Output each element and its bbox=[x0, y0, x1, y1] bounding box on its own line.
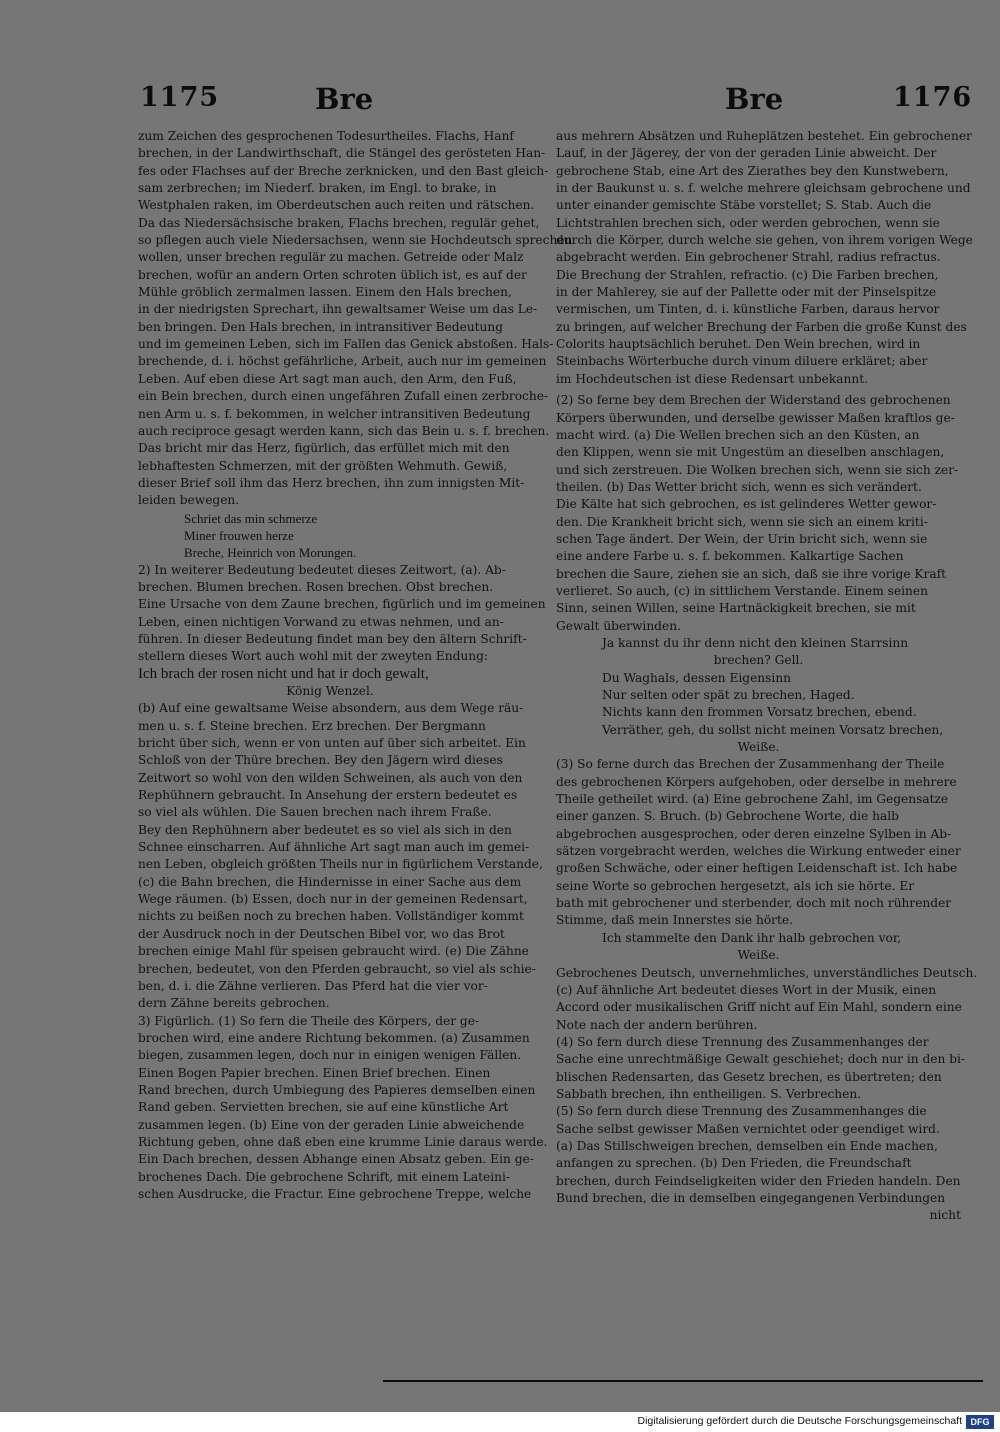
text-line: anfangen zu sprechen. (b) Den Frieden, die Freundschaft bbox=[556, 1156, 912, 1171]
text-line: dern Zähne bereits gebrochen. bbox=[138, 996, 330, 1011]
text-line: Accord oder musikalischen Griff nicht auf Ein Mahl, sondern eine bbox=[556, 1000, 962, 1015]
text-line: nen Leben, obgleich größten Theils nur in figürlichem Verstande, bbox=[138, 857, 543, 872]
text-line: seine Worte so gebrochen hergesetzt, als ich sie hörte. Er bbox=[556, 878, 915, 893]
text-line: auch reciproce gesagt werden kann, sich das Bein u. s. f. brechen. bbox=[138, 423, 550, 438]
text-line: blischen Redensarten, das Gesetz brechen, es übertreten; den bbox=[556, 1069, 942, 1084]
text-line: des gebrochenen Körpers aufgehoben, oder derselbe in mehrere bbox=[556, 774, 957, 789]
quote-line: Weiße. bbox=[737, 948, 780, 963]
text-line: einer ganzen. S. Bruch. (b) Gebrochene Worte, die halb bbox=[556, 809, 899, 824]
text-line: abgebrochen ausgesprochen, oder deren einzelne Sylben in Ab- bbox=[556, 826, 952, 841]
quote-line: Verräther, geh, du sollst nicht meinen Vorsatz brechen, bbox=[602, 722, 944, 737]
right-text-column bbox=[556, 128, 978, 1225]
text-line: vermischen, um Tinten, d. i. künstliche Farben, daraus hervor bbox=[556, 302, 940, 317]
text-line: den. Die Krankheit bricht sich, wenn sie sich an einem kriti- bbox=[556, 514, 928, 529]
text-line: Schnee einscharren. Auf ähnliche Art sagt man auch im gemei- bbox=[138, 840, 530, 855]
text-line: (c) Auf ähnliche Art bedeutet dieses Wort in der Musik, einen bbox=[556, 982, 937, 997]
quote-line: Weiße. bbox=[737, 740, 780, 755]
text-line: in der Baukunst u. s. f. welche mehrere gleichsam gebrochene und bbox=[556, 181, 971, 196]
text-line: in der Mahlerey, sie auf der Pallette oder mit der Pinselspitze bbox=[556, 285, 937, 300]
text-line: wollen, unser brechen regulär zu machen. Getreide oder Malz bbox=[138, 250, 524, 265]
text-line: brechen die Saure, ziehen sie an sich, daß sie ihre vorige Kraft bbox=[556, 566, 947, 581]
text-line: men u. s. f. Steine brechen. Erz brechen. Der Bergmann bbox=[138, 718, 486, 733]
text-line: theilen. (b) Das Wetter bricht sich, wenn es sich verändert. bbox=[556, 479, 922, 494]
text-line: Sinn, seinen Willen, seine Hartnäckigkeit brechen, sie mit bbox=[556, 601, 916, 616]
text-line: Da das Niedersächsische braken, Flachs brechen, regulär gehet, bbox=[138, 215, 540, 230]
text-line: Einen Bogen Papier brechen. Einen Brief brechen. Einen bbox=[138, 1065, 491, 1080]
quote-line: König Wenzel. bbox=[286, 684, 374, 698]
text-line: brechen, bedeutet, von den Pferden gebraucht, so viel als schie- bbox=[138, 961, 536, 976]
text-line: fes oder Flachses auf der Breche zerknicken, und den Bast gleich- bbox=[138, 163, 549, 178]
text-line: den Klippen, wenn sie mit Ungestüm an dieselben anschlagen, bbox=[556, 445, 945, 460]
text-line: Steinbachs Wörterbuche durch vinum diluere erkläret; aber bbox=[556, 354, 928, 369]
text-line: in der niedrigsten Sprechart, ihn gewaltsamer Weise um das Le- bbox=[138, 302, 538, 317]
footer-bar bbox=[0, 1412, 1000, 1432]
page-number-right: 1176 bbox=[893, 82, 973, 113]
text-line: Note nach der andern berühren. bbox=[556, 1017, 758, 1032]
dfg-logo: DFG bbox=[966, 1415, 994, 1429]
text-line: dieser Brief soll ihm das Herz brechen, ihn zum innigsten Mit- bbox=[138, 475, 525, 490]
text-line: bath mit gebrochener und sterbender, doch mit noch rührender bbox=[556, 896, 952, 911]
text-line: im Hochdeutschen ist diese Redensart unbekannt. bbox=[556, 371, 868, 386]
text-line: bricht über sich, wenn er von unten auf über sich arbeitet. Ein bbox=[138, 736, 526, 751]
text-line: Schloß von der Thüre brechen. Bey den Jägern wird dieses bbox=[138, 753, 503, 768]
bottom-rule bbox=[383, 1380, 983, 1382]
text-line: Sabbath brechen, ihn entheiligen. S. Verbrechen. bbox=[556, 1086, 862, 1101]
text-line: lebhaftesten Schmerzen, mit der größten Wehmuth. Gewiß, bbox=[138, 458, 508, 473]
text-line: aus mehrern Absätzen und Ruheplätzen bestehet. Ein gebrochener bbox=[556, 129, 972, 143]
text-line: Sache eine unrechtmäßige Gewalt geschiehet; doch nur in den bi- bbox=[556, 1052, 966, 1067]
text-line: nicht bbox=[929, 1208, 961, 1223]
text-line: so viel als wühlen. Die Sauen brechen nach ihrem Fraße. bbox=[138, 805, 492, 820]
text-line: Mühle gröblich zermalmen lassen. Einem den Hals brechen, bbox=[138, 285, 512, 300]
text-line: ben bringen. Den Hals brechen, in intransitiver Bedeutung bbox=[138, 319, 504, 334]
text-line: Leben. Auf eben diese Art sagt man auch, den Arm, den Fuß, bbox=[138, 371, 517, 386]
quote-line: brechen? Gell. bbox=[713, 653, 804, 668]
text-line: und sich zerstreuen. Die Wolken brechen sich, wenn sie sich zer- bbox=[556, 462, 959, 477]
quote-line: Ja kannst du ihr denn nicht den kleinen Starrsinn bbox=[602, 635, 909, 650]
text-line: Rand brechen, durch Umbiegung des Papieres demselben einen bbox=[138, 1082, 536, 1097]
text-line: (a) Das Stillschweigen brechen, demselben ein Ende machen, bbox=[556, 1138, 938, 1153]
text-line: stellern dieses Wort auch wohl mit der zweyten Endung: bbox=[138, 649, 488, 664]
text-line: (2) So ferne bey dem Brechen der Widerstand des gebrochenen bbox=[556, 393, 951, 408]
text-line: abgebracht werden. Ein gebrochener Strahl, radius refractus. bbox=[556, 250, 941, 265]
quote-line: Ich brach der rosen nicht und hat ir doch gewalt, bbox=[138, 665, 429, 682]
text-line: Sache selbst gewisser Maßen vernichtet oder geendiget wird. bbox=[556, 1121, 940, 1136]
quote-line: Miner frouwen herze bbox=[184, 527, 294, 543]
text-line: macht wird. (a) Die Wellen brechen sich an den Küsten, an bbox=[556, 427, 920, 442]
left-text-column bbox=[138, 128, 573, 1203]
text-line: ben, d. i. die Zähne verlieren. Das Pferd hat die vier vor- bbox=[138, 978, 488, 993]
text-line: 2) In weiterer Bedeutung bedeutet dieses Zeitwort, (a). Ab- bbox=[138, 562, 506, 577]
text-line: Leben, einen nichtigen Vorwand zu etwas nehmen, und an- bbox=[138, 614, 504, 629]
quote-line: Ich stammelte den Dank ihr halb gebrochen vor, bbox=[602, 930, 902, 945]
text-line: Colorits hauptsächlich beruhet. Den Wein brechen, wird in bbox=[556, 337, 921, 352]
quote-line: Du Waghals, dessen Eigensinn bbox=[602, 670, 792, 685]
text-line: biegen, zusammen legen, doch nur in einigen wenigen Fällen. bbox=[138, 1048, 522, 1063]
text-line: brechen, durch Feindseligkeiten wider den Frieden handeln. Den bbox=[556, 1173, 961, 1188]
text-line: (5) So fern durch diese Trennung des Zusammenhanges die bbox=[556, 1104, 927, 1119]
text-line: schen Tage ändert. Der Wein, der Urin bricht sich, wenn sie bbox=[556, 531, 928, 546]
text-line: der Ausdruck noch in der Deutschen Bibel vor, wo das Brot bbox=[138, 926, 505, 941]
text-line: Gebrochenes Deutsch, unvernehmliches, unverständliches Deutsch. bbox=[556, 965, 978, 980]
text-line: zusammen legen. (b) Eine von der geraden Linie abweichende bbox=[138, 1117, 525, 1132]
text-line: Die Brechung der Strahlen, refractio. (c) Die Farben brechen, bbox=[556, 267, 939, 282]
text-line: sätzen vorgebracht werden, welches die Wirkung entweder einer bbox=[556, 844, 961, 859]
text-line: (4) So fern durch diese Trennung des Zusammenhanges der bbox=[556, 1034, 929, 1049]
quote-line: Nichts kann den frommen Vorsatz brechen, ebend. bbox=[602, 705, 917, 720]
text-line: Ein Dach brechen, dessen Abhange einen Absatz geben. Ein ge- bbox=[138, 1152, 534, 1167]
text-line: ein Bein brechen, durch einen ungefähren Zufall einen zerbroche- bbox=[138, 389, 549, 404]
page-number-left: 1175 bbox=[140, 82, 220, 113]
text-line: Richtung geben, ohne daß eben eine krumme Linie daraus werde. bbox=[138, 1134, 548, 1149]
text-line: brechen, in der Landwirthschaft, die Stängel des gerösteten Han- bbox=[138, 146, 546, 161]
text-line: (3) So ferne durch das Brechen der Zusammenhang der Theile bbox=[556, 757, 945, 772]
text-line: sam zerbrechen; im Niederf. braken, im Engl. to brake, in bbox=[138, 181, 497, 196]
text-line: Bey den Rephühnern aber bedeutet es so viel als sich in den bbox=[138, 822, 512, 837]
text-line: nichts zu beißen noch zu brechen haben. Vollständiger kommt bbox=[138, 909, 524, 924]
text-line: führen. In dieser Bedeutung findet man bey den ältern Schrift- bbox=[138, 631, 527, 646]
text-line: und im gemeinen Leben, sich im Fallen das Genick abstoßen. Hals- bbox=[138, 337, 554, 352]
text-line: Wege räumen. (b) Essen, doch nur in der gemeinen Redensart, bbox=[138, 892, 528, 907]
text-line: schen Ausdrucke, die Fractur. Eine gebrochene Treppe, welche bbox=[138, 1186, 532, 1201]
text-line: Rephühnern gebraucht. In Ansehung der erstern bedeutet es bbox=[138, 788, 518, 803]
text-line: durch die Körper, durch welche sie gehen, von ihrem vorigen Wege bbox=[556, 233, 973, 248]
running-head-right: Bre bbox=[725, 82, 784, 116]
text-line: nen Arm u. s. f. bekommen, in welcher intransitiven Bedeutung bbox=[138, 406, 531, 421]
text-line: 3) Figürlich. (1) So fern die Theile des Körpers, der ge- bbox=[138, 1013, 480, 1028]
text-line: brechen. Blumen brechen. Rosen brechen. Obst brechen. bbox=[138, 579, 494, 594]
text-line: eine andere Farbe u. s. f. bekommen. Kalkartige Sachen bbox=[556, 549, 904, 564]
text-line: unter einander gemischte Stäbe vorstellet; S. Stab. Auch die bbox=[556, 198, 932, 213]
text-line: Körpers überwunden, und derselbe gewisser Maßen kraftlos ge- bbox=[556, 410, 955, 425]
text-line: verlieret. So auch, (c) in sittlichem Verstande. Einem seinen bbox=[556, 583, 928, 598]
text-line: großen Schwäche, oder einer heftigen Leidenschaft ist. Ich habe bbox=[556, 861, 958, 876]
text-line: brechen einige Mahl für speisen gebraucht wird. (e) Die Zähne bbox=[138, 944, 529, 959]
text-line: Gewalt überwinden. bbox=[556, 618, 681, 633]
text-line: so pflegen auch viele Niedersachsen, wenn sie Hochdeutsch sprechen bbox=[138, 233, 573, 248]
text-line: Lichtstrahlen brechen sich, oder werden gebrochen, wenn sie bbox=[556, 215, 940, 230]
running-head-left: Bre bbox=[315, 82, 374, 116]
text-line: gebrochene Stab, eine Art des Zierathes bey den Kunstwebern, bbox=[556, 163, 949, 178]
text-line: Westphalen raken, im Oberdeutschen auch reiten und rätschen. bbox=[138, 198, 535, 213]
funding-credit: Digitalisierung gefördert durch die Deutsche Forschungsgemeinschaft bbox=[637, 1415, 962, 1427]
text-line: Rand geben. Servietten brechen, sie auf eine künstliche Art bbox=[138, 1100, 509, 1115]
text-line: Bund brechen, die in demselben eingegangenen Verbindungen bbox=[556, 1190, 946, 1205]
text-line: zu bringen, auf welcher Brechung der Farben die große Kunst des bbox=[556, 319, 967, 334]
text-line: (b) Auf eine gewaltsame Weise absondern, aus dem Wege räu- bbox=[138, 701, 524, 716]
text-line: brechen, wofür an andern Orten schroten üblich ist, es auf der bbox=[138, 267, 527, 282]
text-line: (c) die Bahn brechen, die Hindernisse in einer Sache aus dem bbox=[138, 874, 522, 889]
text-line: Lauf, in der Jägerey, der von der geraden Linie abweicht. Der bbox=[556, 146, 937, 161]
text-line: brochenes Dach. Die gebrochene Schrift, mit einem Lateini- bbox=[138, 1169, 511, 1184]
text-line: zum Zeichen des gesprochenen Todesurtheiles. Flachs, Hanf bbox=[138, 129, 514, 143]
text-line: Eine Ursache von dem Zaune brechen, figürlich und im gemeinen bbox=[138, 597, 546, 612]
quote-line: Schriet das min schmerze bbox=[184, 510, 318, 526]
text-line: Zeitwort so wohl von den wilden Schweinen, als auch von den bbox=[138, 770, 523, 785]
text-line: brechende, d. i. höchst gefährliche, Arbeit, auch nur im gemeinen bbox=[138, 354, 547, 369]
quote-line: Nur selten oder spät zu brechen, Haged. bbox=[602, 688, 855, 702]
text-line: leiden bewegen. bbox=[138, 493, 240, 508]
text-line: Theile getheilet wird. (a) Eine gebrochene Zahl, im Gegensatze bbox=[556, 792, 949, 807]
text-line: brochen wird, eine andere Richtung bekommen. (a) Zusammen bbox=[138, 1030, 530, 1045]
quote-line: Breche, Heinrich von Morungen. bbox=[184, 545, 357, 561]
text-line: Die Kälte hat sich gebrochen, es ist gelinderes Wetter gewor- bbox=[556, 497, 937, 512]
text-line: Stimme, daß mein Innerstes sie hörte. bbox=[556, 913, 793, 928]
text-line: Das bricht mir das Herz, figürlich, das erfüllet mich mit den bbox=[138, 441, 510, 456]
